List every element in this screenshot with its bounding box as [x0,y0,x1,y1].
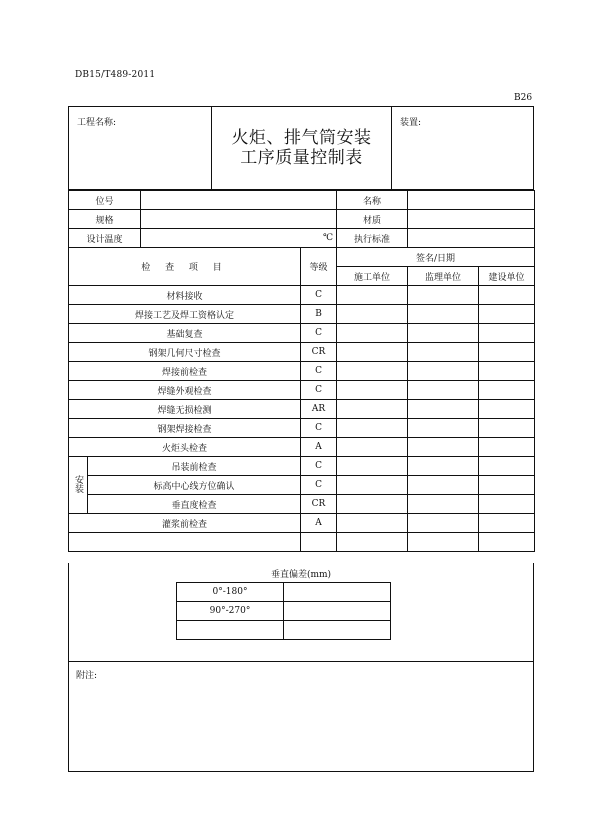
item-cell: 钢架焊接检查 [69,419,301,438]
item-cell: 基础复查 [69,324,301,343]
table-row [69,438,535,457]
grade-cell: B [301,305,337,324]
sign-cell[interactable] [408,343,479,362]
item-cell: 焊接工艺及焊工资格认定 [69,305,301,324]
grade-header: 等级 [301,248,337,286]
sign-cell[interactable] [337,343,408,362]
table-row [69,381,535,400]
angle-cell: 0°-180° [177,583,284,602]
name-label: 名称 [337,191,408,210]
remark-label: 附注: [76,671,98,681]
sign-cell[interactable] [479,533,535,552]
item-cell: 钢架几何尺寸检查 [69,343,301,362]
remark-area[interactable] [69,661,533,771]
item-cell: 焊接前检查 [69,362,301,381]
item-cell: 标高中心线方位确认 [88,476,301,495]
item-cell: 火炬头检查 [69,438,301,457]
design-temp-label: 设计温度 [69,229,141,248]
sign-cell[interactable] [337,419,408,438]
form-code: B26 [514,93,533,103]
material-label: 材质 [337,210,408,229]
sign-cell[interactable] [479,305,535,324]
sign-cell[interactable] [479,362,535,381]
standard-number: DB15/T489-2011 [75,70,156,80]
deviation-row [177,621,391,640]
sign-cell[interactable] [479,324,535,343]
sign-cell[interactable] [337,514,408,533]
item-header: 检 查 项 目 [69,248,301,286]
grade-cell: C [301,419,337,438]
item-cell: 焊缝外观检查 [69,381,301,400]
sign-cell[interactable] [408,495,479,514]
table-row [69,533,535,552]
install-group-text: 安装 [73,474,83,493]
grade-cell: A [301,514,337,533]
item-cell: 吊装前检查 [88,457,301,476]
sign-cell[interactable] [408,400,479,419]
temp-unit: ℃ [322,233,334,243]
grade-cell: C [301,324,337,343]
deviation-table [176,582,391,640]
angle-cell: 90°-270° [177,602,284,621]
sign-header: 签名/日期 [337,248,535,267]
owner-unit-header: 建设单位 [479,267,535,286]
sign-cell[interactable] [408,305,479,324]
sign-cell[interactable] [408,381,479,400]
sign-cell[interactable] [479,495,535,514]
position-label: 位号 [69,191,141,210]
grade-cell: C [301,476,337,495]
sign-cell[interactable] [337,324,408,343]
grade-cell: CR [301,495,337,514]
construction-unit-header: 施工单位 [337,267,408,286]
table-row [69,305,535,324]
sign-cell[interactable] [479,457,535,476]
sign-cell[interactable] [337,476,408,495]
table-row [69,400,535,419]
sign-cell[interactable] [337,495,408,514]
grade-cell: AR [301,400,337,419]
supervision-unit-header: 监理单位 [408,267,479,286]
spec-value[interactable] [141,210,337,229]
standard-label: 执行标准 [337,229,408,248]
sign-cell[interactable] [337,286,408,305]
table-row [69,343,535,362]
sign-cell[interactable] [479,419,535,438]
grade-cell: A [301,438,337,457]
grade-cell: C [301,362,337,381]
quality-control-table [68,190,535,552]
deviation-section [68,563,534,772]
sign-cell[interactable] [408,362,479,381]
name-value[interactable] [408,191,535,210]
table-row [69,457,535,476]
sign-cell[interactable] [408,533,479,552]
deviation-value[interactable] [284,583,391,602]
sign-cell[interactable] [408,419,479,438]
table-row [69,495,535,514]
design-temp-value[interactable] [141,229,337,248]
unit-label: 装置: [400,118,422,128]
sign-cell[interactable] [408,476,479,495]
deviation-value[interactable] [284,621,391,640]
angle-cell[interactable] [177,621,284,640]
table-row [69,362,535,381]
sign-cell[interactable] [408,514,479,533]
material-value[interactable] [408,210,535,229]
sign-cell[interactable] [479,286,535,305]
grade-cell: C [301,286,337,305]
standard-value[interactable] [408,229,535,248]
sign-cell[interactable] [337,362,408,381]
form-title [212,107,391,189]
table-row [69,514,535,533]
sign-cell[interactable] [337,533,408,552]
item-cell: 焊缝无损检测 [69,400,301,419]
sign-cell[interactable] [479,343,535,362]
table-row [69,286,535,305]
title-line-1: 火炬、排气筒安装 [231,128,372,148]
spec-label: 规格 [69,210,141,229]
item-cell: 材料接收 [69,286,301,305]
sign-cell[interactable] [479,400,535,419]
sign-cell[interactable] [479,381,535,400]
sign-cell[interactable] [408,438,479,457]
grade-cell[interactable] [301,533,337,552]
item-cell: 垂直度检查 [88,495,301,514]
sign-cell[interactable] [337,400,408,419]
install-group-label [69,457,88,514]
form-header [68,106,534,190]
sign-cell[interactable] [479,514,535,533]
project-name-cell[interactable] [69,107,212,189]
deviation-row [177,602,391,621]
item-cell: 灌浆前检查 [69,514,301,533]
deviation-value[interactable] [284,602,391,621]
sign-cell[interactable] [408,457,479,476]
table-row [69,476,535,495]
sign-cell[interactable] [337,457,408,476]
item-cell[interactable] [69,533,301,552]
grade-cell: C [301,381,337,400]
sign-cell[interactable] [408,286,479,305]
title-line-2: 工序质量控制表 [240,148,363,168]
sign-cell[interactable] [479,438,535,457]
grade-cell: CR [301,343,337,362]
table-row [69,324,535,343]
deviation-title: 垂直偏差(mm) [270,570,332,580]
sign-cell[interactable] [337,305,408,324]
sign-cell[interactable] [337,381,408,400]
position-value[interactable] [141,191,337,210]
sign-cell[interactable] [408,324,479,343]
sign-cell[interactable] [479,476,535,495]
deviation-row [177,583,391,602]
grade-cell: C [301,457,337,476]
project-name-label: 工程名称: [77,118,117,128]
sign-cell[interactable] [337,438,408,457]
table-row [69,419,535,438]
unit-cell[interactable] [391,107,533,189]
